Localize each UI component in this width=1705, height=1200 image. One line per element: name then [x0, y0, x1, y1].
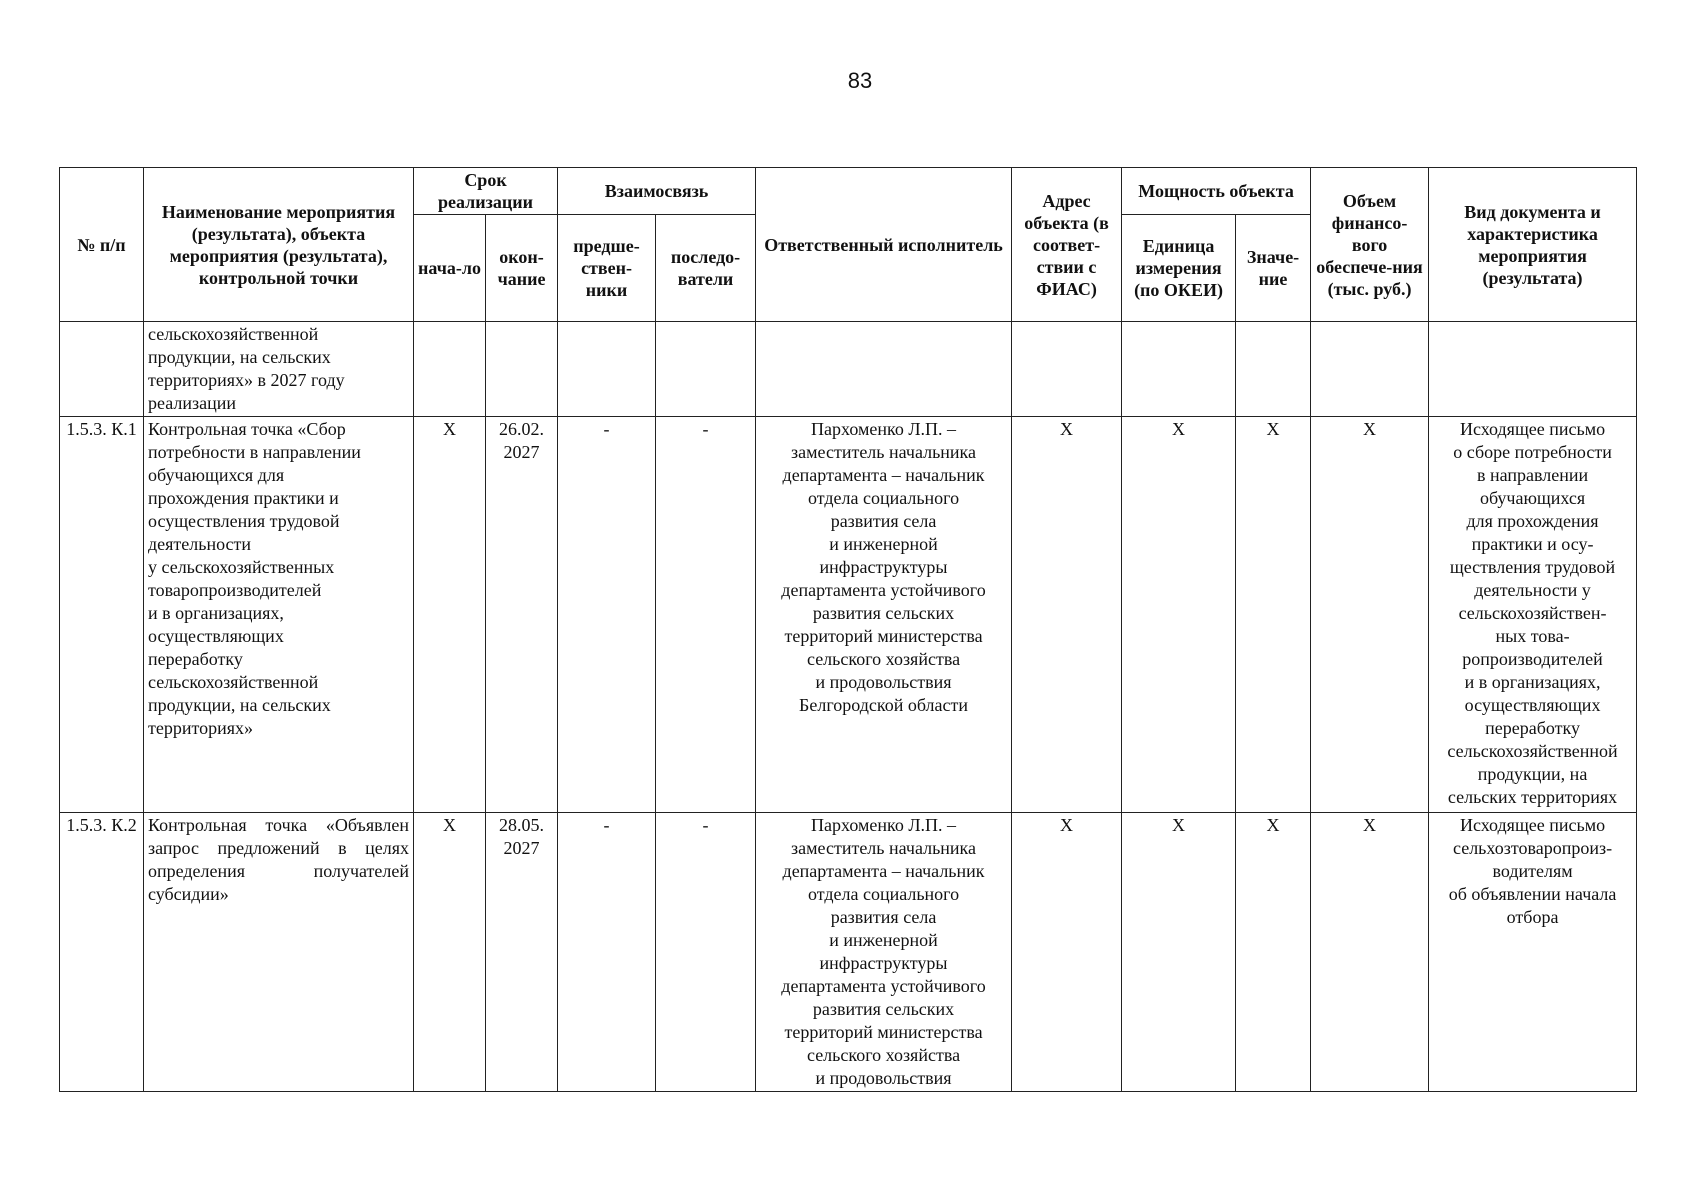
header-unit: Единица измерения (по ОКЕИ): [1122, 215, 1236, 322]
row-unit: [1122, 322, 1236, 417]
row-address: X: [1012, 417, 1122, 813]
row-document: [1429, 322, 1637, 417]
row-successors: [656, 322, 756, 417]
header-address: Адрес объекта (в соответ-ствии с ФИАС): [1012, 168, 1122, 322]
plan-table: [59, 167, 1637, 1092]
row-unit: X: [1122, 813, 1236, 1092]
row-end: 28.05. 2027: [486, 813, 558, 1092]
row-name: сельскохозяйственной продукции, на сельских территориях» в 2027 году реализации: [144, 322, 414, 417]
row-num: 1.5.3. К.2: [60, 813, 144, 1092]
row-name: Контрольная точка «Объявлен запрос предложений в целях определения получателей субсидии»: [144, 813, 414, 1092]
header-financing: Объем финансо-вого обеспече-ния (тыс. руб.): [1311, 168, 1429, 322]
header-document: Вид документа и характеристика мероприятия (результата): [1429, 168, 1637, 322]
row-financing: [1311, 322, 1429, 417]
header-end: окон-чание: [486, 215, 558, 322]
row-start: [414, 322, 486, 417]
row-financing: X: [1311, 417, 1429, 813]
row-name: Контрольная точка «Сбор потребности в направлении обучающихся для прохождения практики и осуществления трудовой деятельности у сельскохозяйственных товаропроизводителей и в организациях, осуществляющих переработку сельскохозяйственной продукции, на сельских территориях»: [144, 417, 414, 813]
table-row: [60, 813, 1637, 1092]
header-value: Значе-ние: [1236, 215, 1311, 322]
row-financing: X: [1311, 813, 1429, 1092]
row-value: X: [1236, 417, 1311, 813]
row-predecessors: -: [558, 813, 656, 1092]
row-value: X: [1236, 813, 1311, 1092]
row-document: Исходящее письмо о сборе потребности в направлении обучающихся для прохождения практики и осу- ществления трудовой деятельности у сельскохозяйствен- ных това- ропроизводителей и в организациях, осуществляющих переработку сельскохозяйственной продукции, на сельских территориях: [1429, 417, 1637, 813]
page-number: 83: [847, 68, 873, 93]
row-value: [1236, 322, 1311, 417]
row-responsible: Пархоменко Л.П. – заместитель начальника департамента – начальник отдела социального развития села и инженерной инфраструктуры департамента устойчивого развития сельских территорий министерства сельского хозяйства и продовольствия: [756, 813, 1012, 1092]
header-power: Мощность объекта: [1122, 168, 1311, 215]
header-num: № п/п: [60, 168, 144, 322]
header-responsible: Ответственный исполнитель: [756, 168, 1012, 322]
row-num: 1.5.3. К.1: [60, 417, 144, 813]
row-unit: X: [1122, 417, 1236, 813]
row-end: [486, 322, 558, 417]
row-start: X: [414, 813, 486, 1092]
header-name: Наименование мероприятия (результата), объекта мероприятия (результата), контрольной точки: [144, 168, 414, 322]
header-predecessors: предше-ствен-ники: [558, 215, 656, 322]
row-address: X: [1012, 813, 1122, 1092]
row-responsible: [756, 322, 1012, 417]
header-link: Взаимосвязь: [558, 168, 756, 215]
row-predecessors: [558, 322, 656, 417]
row-responsible: Пархоменко Л.П. – заместитель начальника департамента – начальник отдела социального развития села и инженерной инфраструктуры департамента устойчивого развития сельских территорий министерства сельского хозяйства и продовольствия Белгородской области: [756, 417, 1012, 813]
row-num: [60, 322, 144, 417]
row-end: 26.02. 2027: [486, 417, 558, 813]
table-row: [60, 322, 1637, 417]
header-term: Срок реализации: [414, 168, 558, 215]
row-address: [1012, 322, 1122, 417]
table-row: [60, 417, 1637, 813]
row-start: X: [414, 417, 486, 813]
row-successors: -: [656, 417, 756, 813]
row-document: Исходящее письмо сельхозтоваропроиз- водителям об объявлении начала отбора: [1429, 813, 1637, 1092]
row-predecessors: -: [558, 417, 656, 813]
row-successors: -: [656, 813, 756, 1092]
header-start: нача-ло: [414, 215, 486, 322]
header-successors: последо-ватели: [656, 215, 756, 322]
